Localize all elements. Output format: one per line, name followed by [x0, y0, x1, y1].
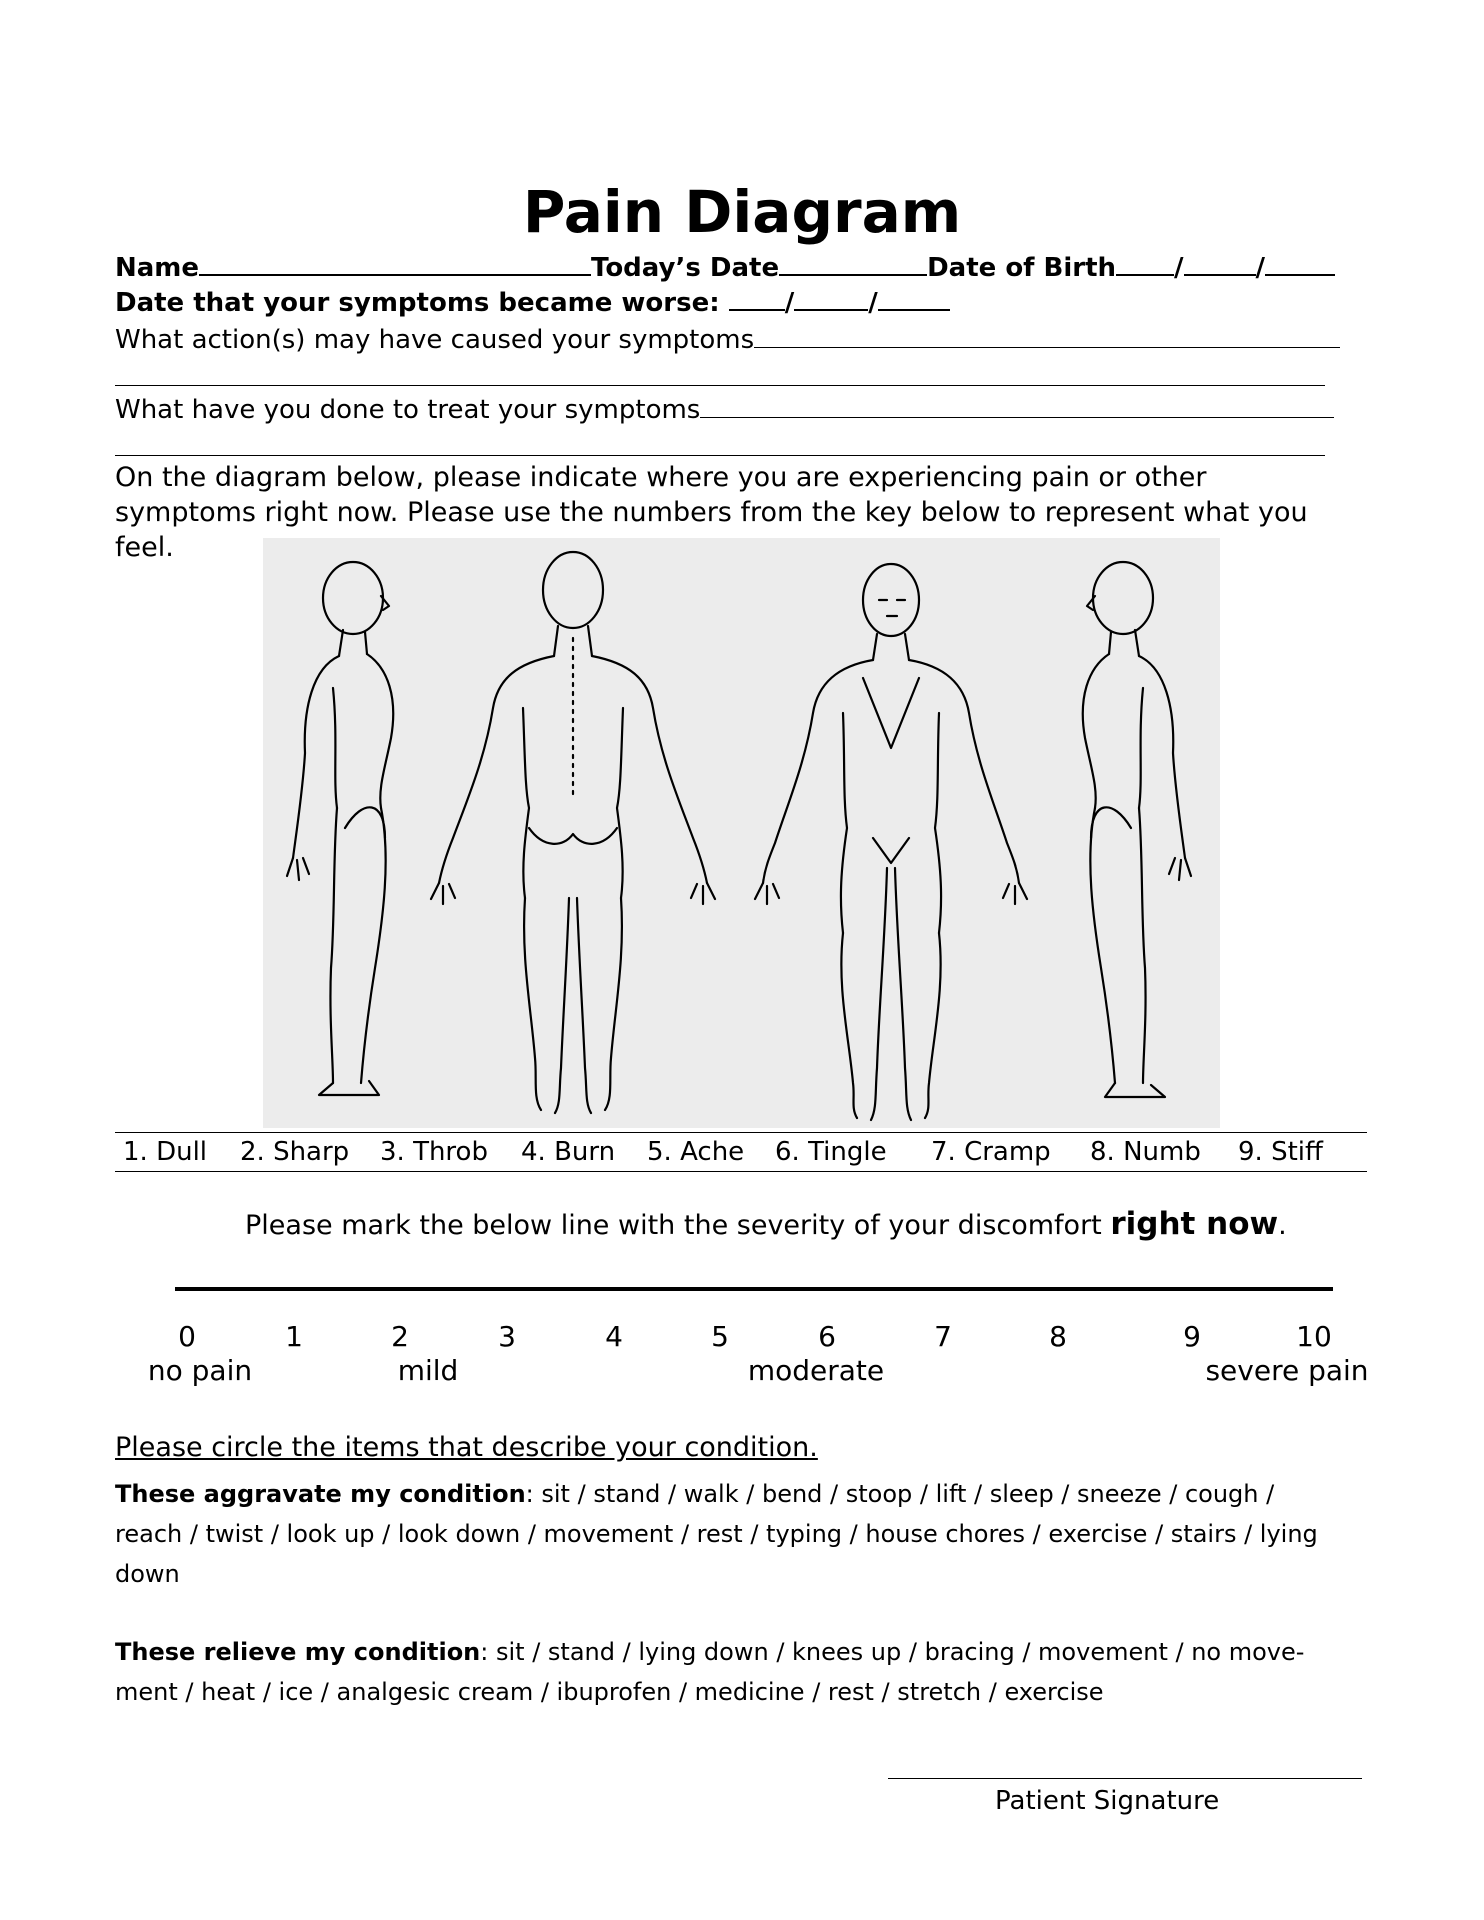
dob-label: Date of Birth — [927, 253, 1117, 283]
cause-field[interactable] — [754, 323, 1340, 348]
diagram-instructions: On the diagram below, please indicate where you are experiencing pain or other symptoms right now. Please use the numbers from the key below to represent what you feel. — [115, 462, 1308, 563]
severity-prompt — [245, 1206, 1287, 1242]
todays-date-label: Today’s Date — [591, 253, 780, 283]
key-item: 1. Dull — [123, 1137, 208, 1167]
scale-number: 0 — [178, 1320, 196, 1353]
scale-number: 3 — [498, 1320, 516, 1353]
scale-label: no pain — [147, 1354, 253, 1387]
cause-question — [115, 323, 1340, 355]
scale-number: 5 — [711, 1320, 729, 1353]
worse-date-label: Date that your symptoms became worse: — [115, 288, 720, 318]
symptom-key — [115, 1132, 1367, 1172]
key-item: 5. Ache — [647, 1137, 745, 1167]
aggravate-items[interactable]: : sit / stand / walk / bend / stoop / lift / sleep / sneeze / cough / reach / twist / look up / look down / movement / rest / typing / house chores / exercise / stairs / lying down — [115, 1480, 1318, 1588]
key-item: 8. Numb — [1090, 1137, 1201, 1167]
severity-emphasis: right now — [1110, 1206, 1279, 1242]
worse-year-field[interactable] — [878, 287, 950, 311]
date-separator: / — [868, 288, 878, 318]
scale-number: 10 — [1296, 1320, 1332, 1353]
aggravate-label: These aggravate my condition — [115, 1480, 526, 1508]
body-figure-left-side — [1083, 562, 1191, 1097]
severity-period: . — [1278, 1210, 1287, 1241]
page-title: Pain Diagram — [522, 178, 962, 246]
cause-field-line-2[interactable] — [115, 385, 1325, 386]
name-label: Name — [115, 253, 200, 283]
name-field[interactable] — [199, 252, 591, 276]
severity-line[interactable] — [175, 1287, 1333, 1291]
relieve-label: These relieve my condition — [115, 1638, 481, 1666]
signature-label: Patient Signature — [995, 1786, 1220, 1816]
relieve-items[interactable]: : sit / stand / lying down / knees up / bracing / movement / no move- ment / heat / ice / analgesic cream / ibuprofen / medicine / rest / stretch / exercise — [115, 1638, 1305, 1706]
worse-date-row — [115, 287, 950, 318]
dob-year-field[interactable] — [1265, 252, 1335, 276]
scale-label: moderate — [747, 1354, 885, 1387]
dob-month-field[interactable] — [1116, 252, 1174, 276]
body-figure-right-side — [287, 562, 393, 1095]
scale-number: 4 — [605, 1320, 623, 1353]
key-item: 9. Stiff — [1238, 1137, 1323, 1167]
todays-date-field[interactable] — [779, 252, 927, 276]
key-item: 4. Burn — [521, 1137, 616, 1167]
scale-number: 7 — [934, 1320, 952, 1353]
cause-label: What action(s) may have caused your symptoms — [115, 325, 755, 355]
name-date-row — [115, 252, 1335, 283]
scale-number: 2 — [391, 1320, 409, 1353]
signature-line[interactable] — [888, 1778, 1362, 1779]
body-figure-back — [431, 552, 715, 1113]
circle-prompt: Please circle the items that describe your condition. — [115, 1432, 818, 1463]
scale-number: 9 — [1183, 1320, 1201, 1353]
date-separator: / — [784, 288, 795, 318]
treat-question — [115, 393, 1334, 425]
date-separator: / — [1255, 253, 1266, 283]
scale-label: mild — [397, 1354, 459, 1387]
treat-field[interactable] — [700, 393, 1334, 418]
severity-prompt-text: Please mark the below line with the severity of your discomfort — [245, 1210, 1111, 1241]
key-item: 3. Throb — [380, 1137, 488, 1167]
scale-label: severe pain — [1205, 1354, 1369, 1387]
relieve-section — [115, 1632, 1345, 1712]
body-figure-front — [755, 564, 1027, 1120]
key-item: 2. Sharp — [240, 1137, 350, 1167]
scale-number: 1 — [285, 1320, 303, 1353]
date-separator: / — [1174, 253, 1184, 283]
treat-field-line-2[interactable] — [115, 455, 1325, 456]
treat-label: What have you done to treat your symptoms — [115, 395, 701, 425]
key-item: 7. Cramp — [931, 1137, 1051, 1167]
body-diagram[interactable] — [263, 538, 1220, 1128]
key-item: 6. Tingle — [775, 1137, 887, 1167]
worse-month-field[interactable] — [729, 287, 785, 311]
aggravate-section — [115, 1474, 1345, 1594]
worse-day-field[interactable] — [794, 287, 868, 311]
scale-number: 6 — [818, 1320, 836, 1353]
scale-number: 8 — [1049, 1320, 1067, 1353]
dob-day-field[interactable] — [1184, 252, 1256, 276]
